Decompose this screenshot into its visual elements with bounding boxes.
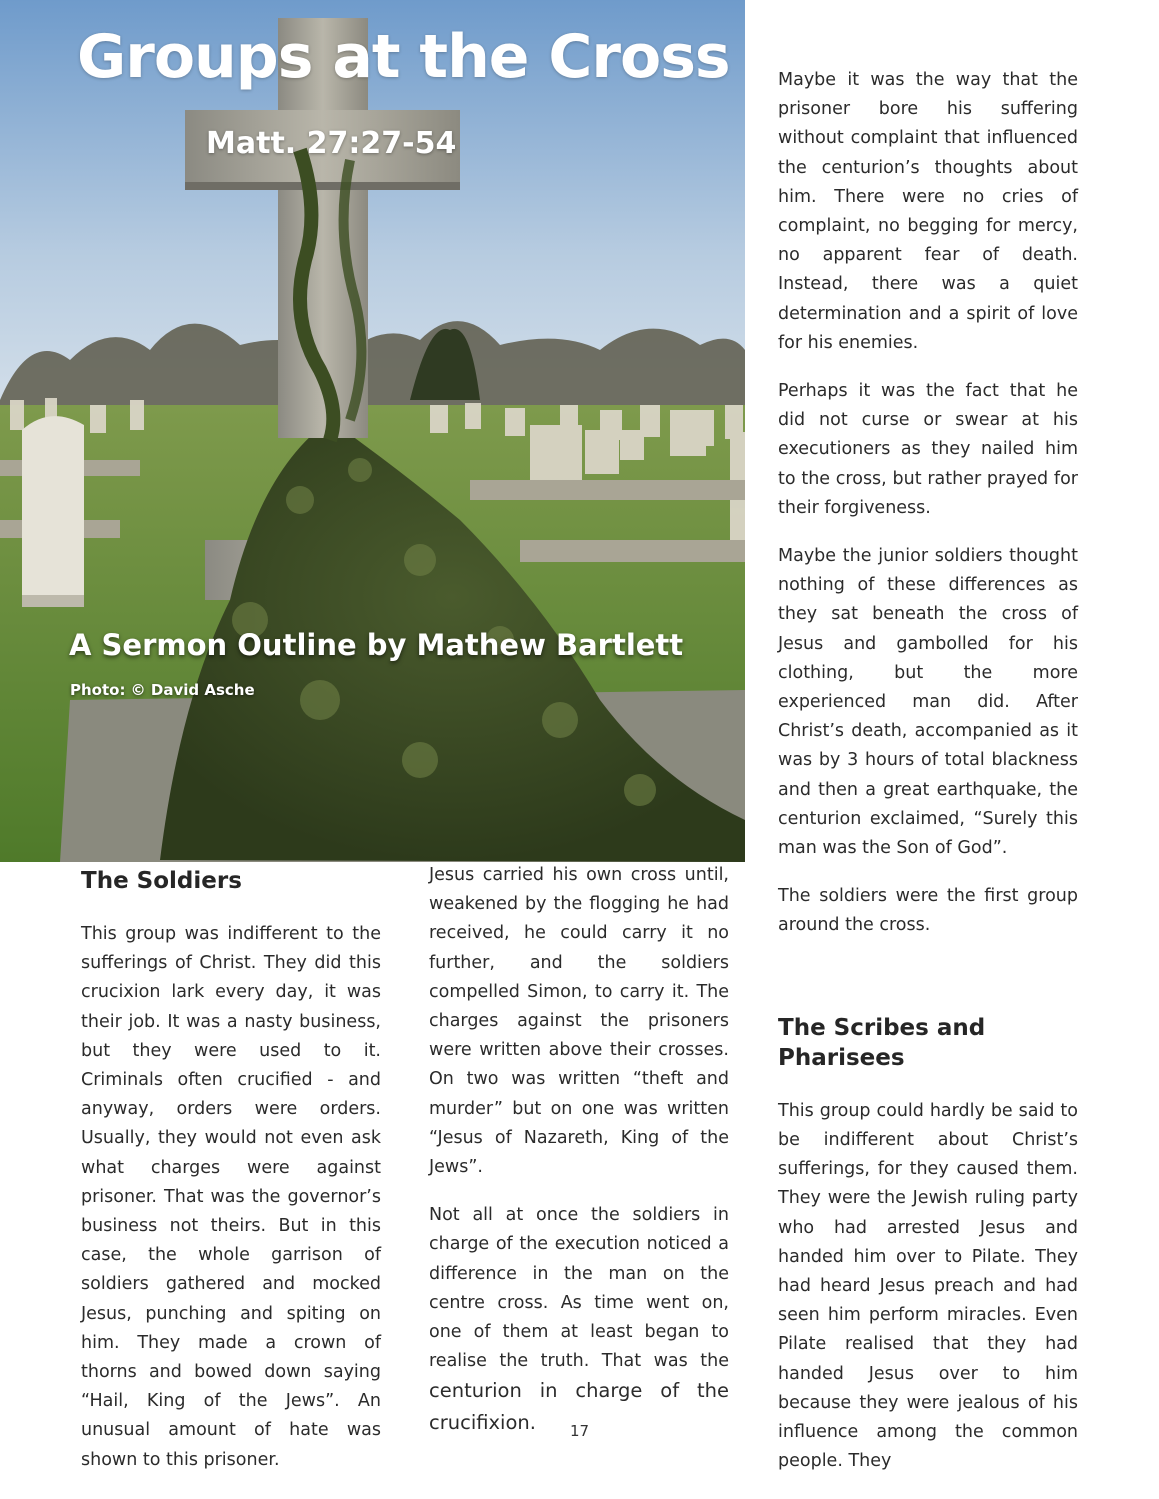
author-byline: A Sermon Outline by Mathew Bartlett — [69, 628, 684, 662]
scripture-reference: Matt. 27:27-54 — [206, 126, 457, 161]
column-right — [778, 66, 1078, 1495]
paragraph: This group was indifferent to the sufferings of Christ. They did this crucixion lark every day, it was their job. It was a nasty business, but they were used to it. Criminals often crucified - and anyway, orders were orders. Usually, they would not even ask what charges were against prisoner. That was the governor’s business not theirs. But in this case, the whole garrison of soldiers gathered and mocked Jesus, punching and spiting on him. They made a crown of thorns and bowed down saying “Hail, King of the Jews”. An unusual amount of hate was shown to this prisoner. — [81, 924, 381, 1470]
column-left — [81, 866, 381, 1494]
paragraph: Jesus carried his own cross until, weakened by the flogging he had received, he could carry it no further, and the soldiers compelled Simon, to carry it. The charges against the prisoners were written above their crosses. On two was written “theft and murder” but on one was written “Jesus of Nazareth, King of the Jews”. — [429, 865, 729, 1178]
paragraph: Perhaps it was the fact that he did not curse or swear at his executioners as they nailed him to the cross, but rather prayed for their forgiveness. — [778, 381, 1078, 518]
page-title: Groups at the Cross — [77, 22, 730, 92]
paragraph: Maybe it was the way that the prisoner bore his suffering without complaint that influenced the centurion’s thoughts about him. There were no cries of complaint, no begging for mercy, no apparent fear of death. Instead, there was a quiet determination and a spirit of love for his enemies. — [778, 70, 1078, 353]
paragraph: This group could hardly be said to be indifferent about Christ’s sufferings, for they caused them. They were the Jewish ruling party who had arrested Jesus and handed him over to Pilate. They had heard Jesus preach and had seen him perform miracles. Even Pilate realised that they had handed Jesus over to him because they were jealous of his influence among the common people. They — [778, 1100, 1078, 1472]
column-middle — [429, 861, 729, 1458]
photo-credit: Photo: © David Asche — [70, 681, 255, 699]
hero-photo — [0, 0, 745, 862]
paragraph: Maybe the junior soldiers thought nothing of these differences as they sat beneath the cross of Jesus and gambolled for his clothing, but the more experienced man did. After Christ’s death, accompanied as it was by 3 hours of total blackness and then a great earthquake, the centurion exclaimed, “Surely this man was the Son of God”. — [778, 546, 1078, 859]
section-heading-scribes: The Scribes and Pharisees — [778, 1014, 986, 1071]
page-number: 17 — [569, 1422, 590, 1440]
paragraph — [429, 1201, 729, 1439]
paragraph-text-large: centurion in charge of the crucifixion. — [429, 1379, 729, 1434]
paragraph: The soldiers were the first group around the cross. — [778, 886, 1078, 936]
section-heading-soldiers: The Soldiers — [81, 868, 242, 894]
paragraph-text: Not all at once the soldiers in charge of the execution noticed a difference in the man on the centre cross. As time went on, one of them at least began to realise the truth. That was the — [429, 1205, 729, 1372]
